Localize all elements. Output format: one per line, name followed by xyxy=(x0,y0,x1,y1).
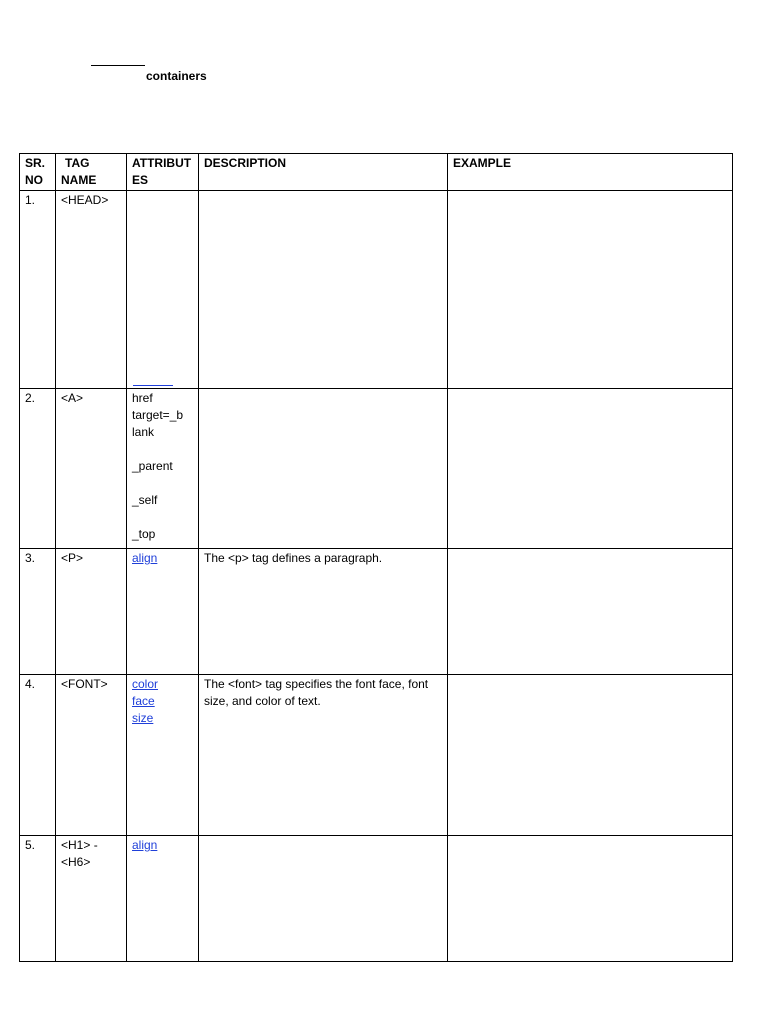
table-row xyxy=(20,836,733,962)
cell-sr-no: 2. xyxy=(20,389,56,549)
cell-tag: <A> xyxy=(56,389,127,549)
cell-sr-no: 1. xyxy=(20,191,56,389)
cell-attributes xyxy=(127,549,199,675)
attribute-size-link[interactable]: size xyxy=(132,711,154,725)
cell-description: The <p> tag defines a paragraph. xyxy=(199,549,448,675)
cell-tag: <P> xyxy=(56,549,127,675)
html-tags-table xyxy=(19,153,733,962)
table-row xyxy=(20,675,733,836)
header-description: DESCRIPTION xyxy=(199,154,448,191)
attribute-top: _top xyxy=(132,527,156,541)
attribute-face-link[interactable]: face xyxy=(132,694,155,708)
header-attributes: ATTRIBUT ES xyxy=(127,154,199,191)
cell-sr-no: 5. xyxy=(20,836,56,962)
attribute-align-link[interactable]: align xyxy=(132,838,158,852)
cell-sr-no: 4. xyxy=(20,675,56,836)
cell-attributes xyxy=(127,191,199,389)
table-row xyxy=(20,389,733,549)
cell-example xyxy=(448,836,733,962)
attribute-align-link[interactable]: align xyxy=(132,551,158,565)
cell-description: The <font> tag specifies the font face, font size, and color of text. xyxy=(199,675,448,836)
cell-description xyxy=(199,389,448,549)
fill-in-blank-line xyxy=(91,65,145,66)
attribute-target-blank: target=_b xyxy=(132,408,184,422)
cell-example xyxy=(448,549,733,675)
cell-tag: <H1> - <H6> xyxy=(56,836,127,962)
cell-tag: <HEAD> xyxy=(56,191,127,389)
table-row xyxy=(20,549,733,675)
cell-example xyxy=(448,675,733,836)
page-heading: containers xyxy=(146,69,207,83)
attribute-target-blank-cont: lank xyxy=(132,425,155,439)
attribute-self: _self xyxy=(132,493,158,507)
cell-example xyxy=(448,191,733,389)
cell-description xyxy=(199,836,448,962)
table-row xyxy=(20,191,733,389)
attribute-href: href xyxy=(132,391,153,405)
cell-description xyxy=(199,191,448,389)
table-header-row xyxy=(20,154,733,191)
cell-attributes xyxy=(127,675,199,836)
attribute-color-link[interactable]: color xyxy=(132,677,159,691)
header-example: EXAMPLE xyxy=(448,154,733,191)
cell-attributes xyxy=(127,836,199,962)
attribute-parent: _parent xyxy=(132,459,173,473)
cell-attributes xyxy=(127,389,199,549)
cell-sr-no: 3. xyxy=(20,549,56,675)
cell-example xyxy=(448,389,733,549)
empty-link-underline xyxy=(133,385,173,386)
header-tag-name: TAG NAME xyxy=(56,154,127,191)
header-sr-no: SR. NO xyxy=(20,154,56,191)
cell-tag: <FONT> xyxy=(56,675,127,836)
